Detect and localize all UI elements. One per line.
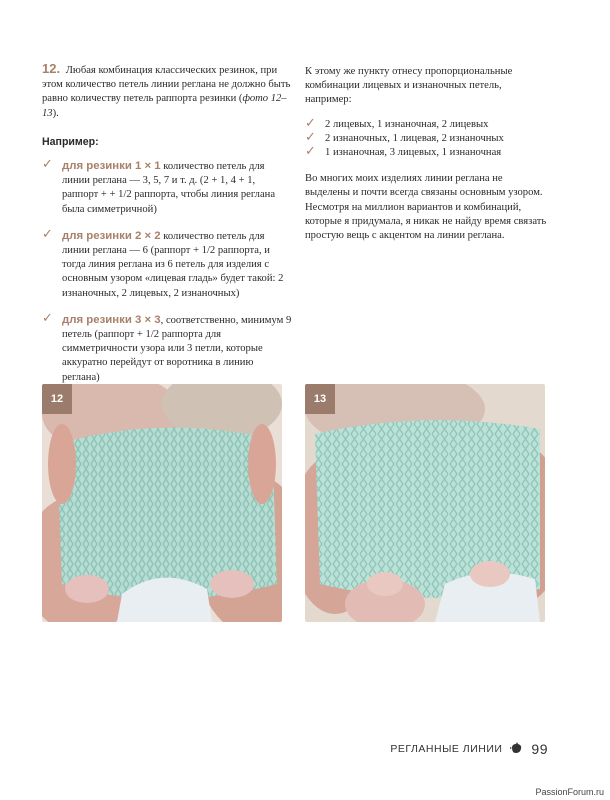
checkmark-icon: ✓: [42, 310, 53, 326]
right-closing: Во многих моих изделиях линии реглана не выделены и почти всегда связаны основным узором. Несмотря на миллион вариантов и комбинаций, которые я придумала, я никак не найду время связать простую вещь с акцентом на линии реглана.: [305, 173, 547, 242]
bullet-accent: для резинки 1 × 1: [62, 160, 161, 173]
example-heading: Например:: [42, 135, 99, 148]
watermark-text: PassionForum.ru: [535, 787, 604, 797]
knitting-photo-image: [42, 384, 282, 622]
intro-paragraph: [42, 62, 292, 121]
checkmark-icon: ✓: [42, 226, 53, 242]
list-item: [42, 310, 292, 385]
section-title: РЕГЛАННЫЕ ЛИНИИ: [390, 743, 503, 755]
photo-number-badge: 12: [42, 384, 72, 414]
right-intro: К этому же пункту отнесу пропорциональные комбинации лицевых и изнаночных петель, например:: [305, 66, 513, 106]
list-item: [42, 226, 292, 301]
intro-end: ).: [52, 107, 59, 119]
list-item: [305, 115, 550, 132]
step-number: 12.: [42, 61, 61, 76]
bullet-accent: для резинки 3 × 3: [62, 313, 161, 326]
checkmark-icon: ✓: [42, 157, 53, 173]
bullet-text: количество петель для линии реглана — 6 (раппорт + 1/2 раппорта, и тогда линия реглана из 6 петель для изделия с основным узором «лицевая гладь» будет такой: 2 изнаночных, 2 лицевых, 2 изнаночных): [62, 230, 284, 299]
checkmark-icon: ✓: [305, 115, 316, 131]
list-item-text: 2 лицевых, 1 изнаночная, 2 лицевых: [325, 118, 489, 130]
photo-number-badge: 13: [305, 384, 335, 414]
photo-reference: фото 12–13: [42, 93, 287, 119]
page-number: 99: [531, 741, 548, 757]
list-item-text: 2 изнаночных, 1 лицевая, 2 изнаночных: [325, 132, 504, 144]
checkmark-icon: ✓: [305, 144, 316, 160]
list-item-text: 1 изнаночная, 3 лицевых, 1 изнаночная: [325, 147, 502, 159]
bullet-text: количество петель для линии реглана — 3, 5, 7 и т. д. (2 + 1, 4 + 1, раппорт + + 1/2 раппорта, чтобы линия реглана была симметричной): [62, 161, 276, 215]
page-footer: [390, 741, 548, 757]
bullet-text: , соответственно, минимум 9 петель (раппорт + 1/2 раппорта для симметричности узора или 3 петли, которые аккуратно перейдут от воротника в линию реглана): [62, 314, 292, 383]
list-item: [305, 129, 550, 146]
intro-text: Любая комбинация классических резинок, при этом количество петель линии реглана не должно быть равно количеству петель раппорта резинки (: [42, 65, 291, 105]
photo-12: [42, 384, 282, 622]
right-column: [305, 65, 550, 253]
left-column: [42, 62, 292, 397]
list-item: [42, 159, 292, 217]
list-item: [305, 146, 550, 160]
knitting-photo-image: [305, 384, 545, 622]
bullet-accent: для резинки 2 × 2: [62, 229, 161, 242]
hen-icon: [510, 742, 523, 757]
combination-list: [305, 115, 550, 161]
photo-13: [305, 384, 545, 622]
checkmark-icon: ✓: [305, 129, 316, 145]
